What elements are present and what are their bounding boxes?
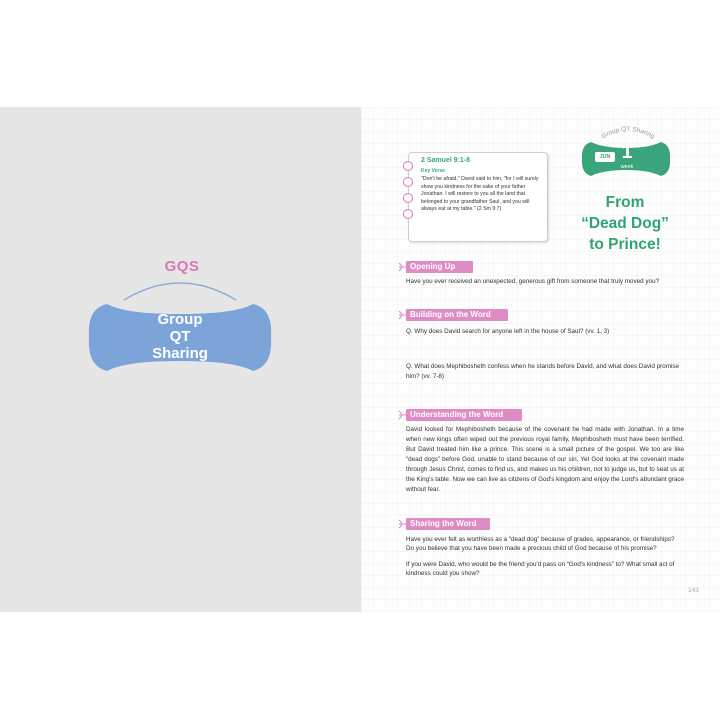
section-tag-opening-up [398, 261, 473, 273]
month-label: JUN [595, 152, 615, 162]
section-tag-building [398, 309, 510, 321]
key-verse-card [408, 152, 548, 242]
section-label-building: Building on the Word [410, 310, 491, 319]
gqs-title-line-3: Sharing [152, 345, 208, 362]
title-line-2: “Dead Dog” [581, 215, 669, 232]
building-question-1: Q. Why does David search for anyone left in the house of Saul? (vv. 1, 3) [406, 328, 610, 335]
page-number: 143 [688, 587, 699, 594]
binder-ring-icon [403, 177, 413, 187]
binder-ring-icon [403, 193, 413, 203]
building-question-2: Q. What does Mephibosheth confess when he stands before David, and what does David promise him? (vv. 7-8) [406, 363, 680, 380]
section-label-understanding: Understanding the Word [410, 410, 504, 419]
gqs-label: GQS [164, 258, 200, 275]
sharing-question-1: Have you ever felt as worthless as a “dead dog” because of grades, appearance, or friendships? Do you believe that you have been made a precious child of God because of his promise? [406, 536, 675, 552]
week-word: week [620, 164, 634, 170]
page-title [574, 192, 676, 255]
title-line-1: From [605, 194, 645, 211]
understanding-text: David looked for Mephibosheth because of the covenant he had made with Jonathan. In a time when new kings often wiped out the previous royal family, Mephibosheth must have been terrified. But David treated him like a prince. This scene is a small picture of the gospel. We too are like “dead dogs” before God, unable to stand because of our sin. Yet God looks at the covenant made through Jesus Christ, comes to find us, and makes us his children, not to judge us, but to seat us at the King's table. Now we can live as citizens of God's kingdom and enjoy the Lord's abundant grace without fear. [406, 426, 684, 493]
gqs-arc-decoration [120, 272, 240, 302]
svg-text:Group QT Sharing [600, 126, 655, 140]
binder-ring-icon [403, 161, 413, 171]
gqs-title-line-1: Group [157, 311, 203, 328]
binder-ring-icon [403, 209, 413, 219]
section-tag-understanding [398, 409, 524, 421]
title-line-3: to Prince! [589, 236, 661, 253]
arc-label-text: Group QT Sharing [600, 125, 656, 141]
key-verse-text: "Don't be afraid," David said to him, "for I will surely show you kindness for the sake of your father Jonathan. I will restore to you all the land that belonged to your grandfather Saul, and you will always eat at my table." (2 Sm 9:7) [421, 176, 539, 212]
section-label-opening-up: Opening Up [410, 262, 456, 271]
opening-question: Have you ever received an unexpected, generous gift from someone that truly moved you? [406, 278, 660, 285]
sharing-question-2: If you were David, who would be the friend you'd pass on “God's kindness” to? What small act of kindness could you show? [406, 561, 675, 577]
section-label-sharing: Sharing the Word [410, 519, 477, 528]
gqs-badge-title [120, 311, 240, 362]
week-number: 1 [621, 142, 633, 163]
gqs-title-line-2: QT [169, 328, 191, 345]
verse-reference: 2 Samuel 9:1-8 [421, 157, 471, 164]
section-tag-sharing [398, 518, 492, 530]
key-verse-label: Key Verse [421, 168, 445, 174]
